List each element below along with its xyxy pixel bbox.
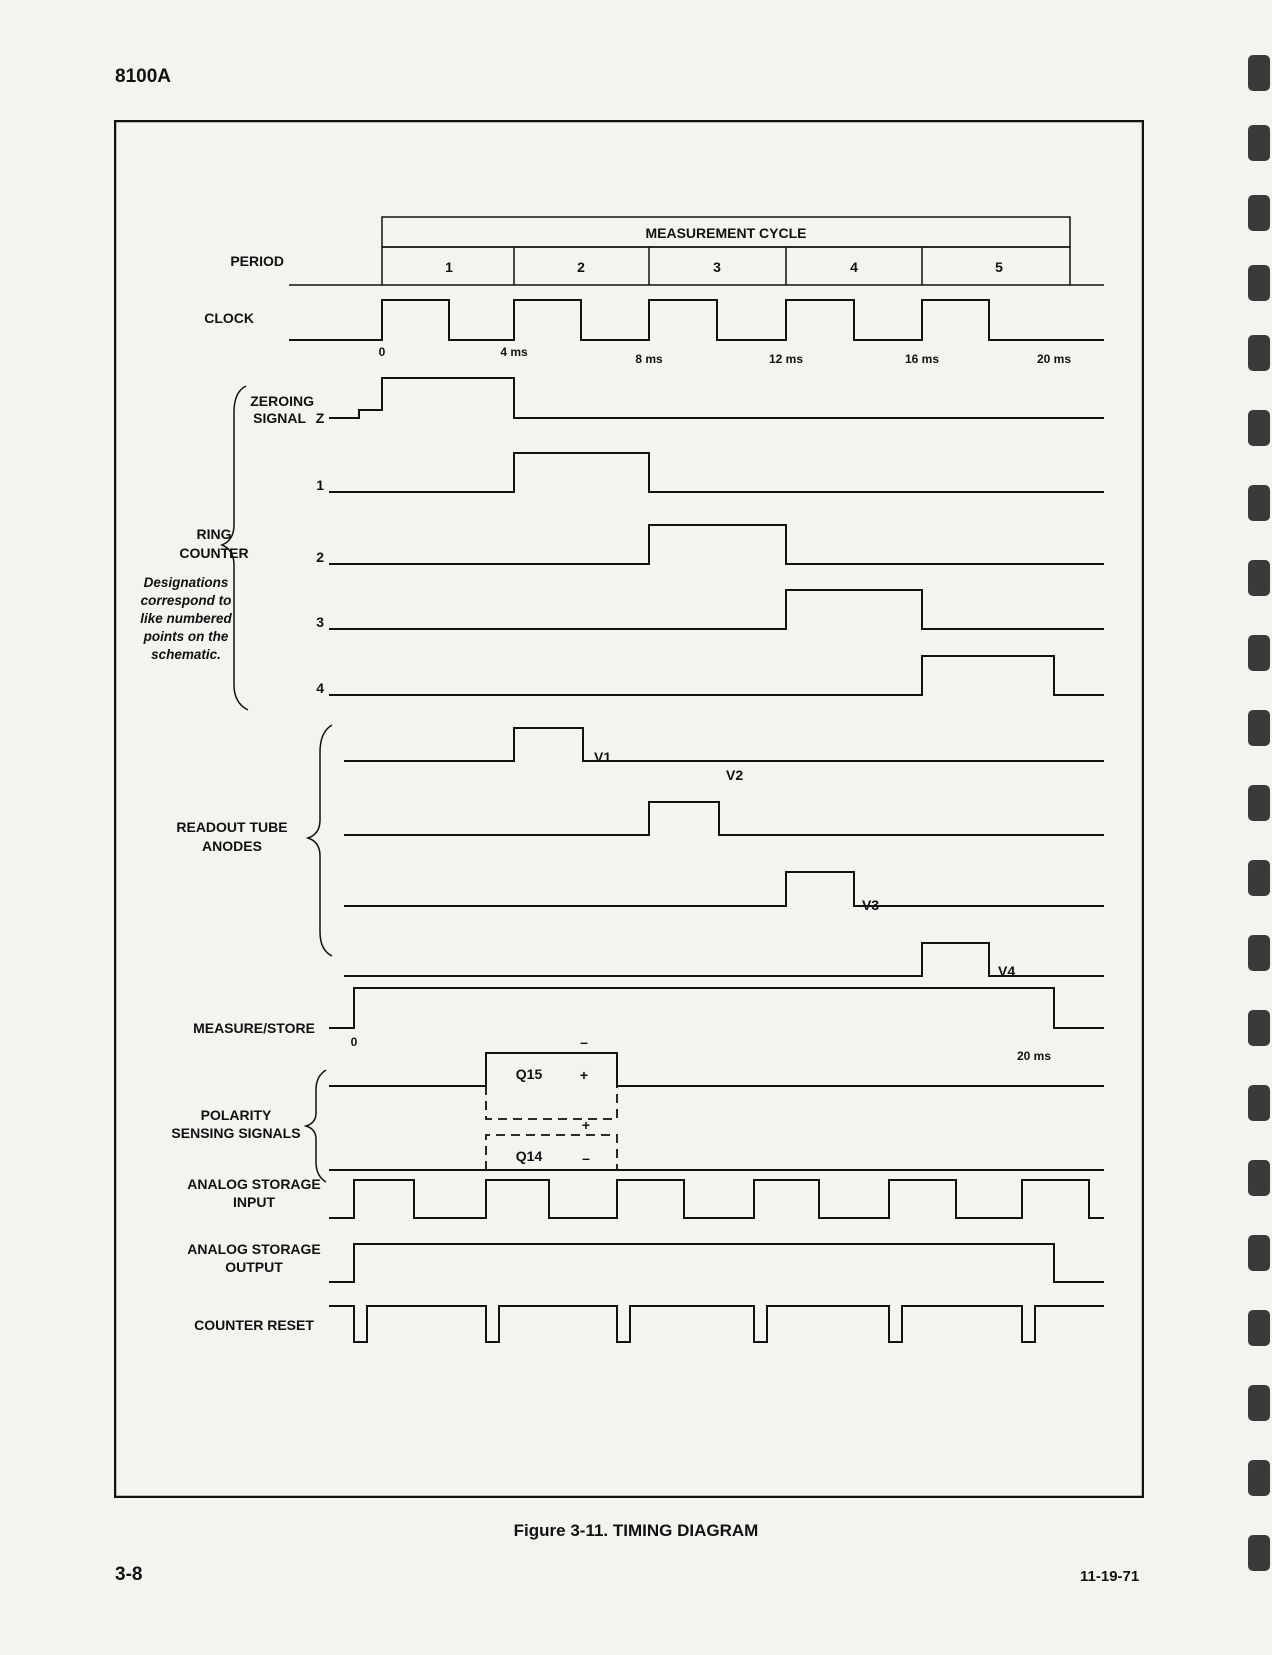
anode-v3-label: V3 (862, 897, 880, 913)
anode-v3-waveform (344, 872, 1104, 906)
analog-input-label-line2: INPUT (233, 1194, 275, 1210)
clock-waveform (289, 300, 1104, 340)
ring-counter-label-line2: COUNTER (179, 545, 249, 561)
clock-label: CLOCK (204, 310, 254, 326)
polarity-label-line1: POLARITY (200, 1107, 272, 1123)
zeroing-point-z: Z (315, 410, 325, 426)
analog-output-label-line2: OUTPUT (225, 1259, 283, 1275)
ring-counter-3-waveform (329, 590, 1104, 629)
counter-reset-label: COUNTER RESET (194, 1317, 314, 1333)
ring-counter-4-waveform (329, 656, 1104, 695)
period-4: 4 (850, 259, 858, 275)
anode-v1-label: V1 (594, 749, 612, 765)
analog-output-waveform (329, 1244, 1104, 1282)
analog-input-waveform (329, 1180, 1104, 1218)
ring-point-4: 4 (316, 680, 324, 696)
zeroing-waveform (329, 378, 1104, 418)
document-date: 11-19-71 (1080, 1568, 1140, 1585)
measure-tick-0: 0 (350, 1035, 358, 1049)
period-5: 5 (995, 259, 1003, 275)
ring-note-line2: correspond to (140, 593, 232, 608)
clock-tick-20ms: 20 ms (1036, 352, 1072, 366)
q15-waveform (329, 1053, 1104, 1119)
analog-output-label-line1: ANALOG STORAGE (187, 1241, 321, 1257)
ring-point-2: 2 (316, 549, 324, 565)
q14-sign-bottom: – (582, 1150, 590, 1166)
measure-store-waveform (329, 988, 1104, 1028)
measurement-cycle-label: MEASUREMENT CYCLE (645, 225, 807, 241)
ring-binding (1242, 0, 1272, 1650)
clock-tick-12ms: 12 ms (768, 352, 804, 366)
zeroing-label-line1: ZEROING (250, 393, 314, 409)
q14-label: Q14 (515, 1148, 543, 1164)
ring-counter-1-waveform (329, 453, 1104, 492)
anode-v2-label: V2 (726, 767, 744, 783)
period-3: 3 (713, 259, 721, 275)
polarity-label-line2: SENSING SIGNALS (171, 1125, 301, 1141)
ring-counter-label-line1: RING (196, 526, 232, 542)
timing-diagram-svg (114, 120, 1144, 1498)
ring-note-line1: Designations (143, 575, 229, 590)
ring-note-line5: schematic. (151, 647, 221, 662)
ring-note-line3: like numbered (140, 611, 232, 626)
anode-v1-waveform (344, 728, 1104, 761)
period-label: PERIOD (230, 253, 284, 269)
q14-waveform (329, 1135, 1104, 1170)
readout-anodes-brace (308, 725, 332, 956)
polarity-brace (306, 1070, 326, 1182)
period-2: 2 (577, 259, 585, 275)
clock-tick-0: 0 (378, 345, 386, 359)
clock-tick-16ms: 16 ms (904, 352, 940, 366)
anode-v4-label: V4 (998, 963, 1016, 979)
anode-v2-waveform (344, 802, 1104, 835)
clock-tick-4ms: 4 ms (500, 345, 528, 359)
figure-caption: Figure 3-11. TIMING DIAGRAM (513, 1521, 759, 1540)
analog-input-label-line1: ANALOG STORAGE (187, 1176, 321, 1192)
q14-sign-top: + (581, 1117, 591, 1133)
period-row (289, 247, 1104, 285)
measure-tick-20ms: 20 ms (1016, 1049, 1052, 1063)
ring-note-line4: points on the (143, 629, 229, 644)
measure-store-label: MEASURE/STORE (193, 1020, 315, 1036)
readout-label-line1: READOUT TUBE (176, 819, 288, 835)
zeroing-label-line2: SIGNAL (253, 410, 306, 426)
timing-diagram (114, 120, 1144, 1503)
q15-sign-bottom: + (579, 1067, 589, 1083)
anode-v4-waveform (344, 943, 1104, 976)
period-1: 1 (445, 259, 453, 275)
ring-point-1: 1 (316, 477, 324, 493)
q15-sign-top: – (580, 1034, 588, 1050)
counter-reset-waveform (329, 1306, 1104, 1342)
q15-label: Q15 (515, 1066, 543, 1082)
page-number: 3-8 (115, 1564, 143, 1585)
clock-tick-8ms: 8 ms (635, 352, 663, 366)
document-id: 8100A (115, 66, 171, 87)
measurement-cycle-box (382, 217, 1070, 247)
ring-point-3: 3 (316, 614, 324, 630)
readout-label-line2: ANODES (202, 838, 262, 854)
ring-counter-2-waveform (329, 525, 1104, 564)
